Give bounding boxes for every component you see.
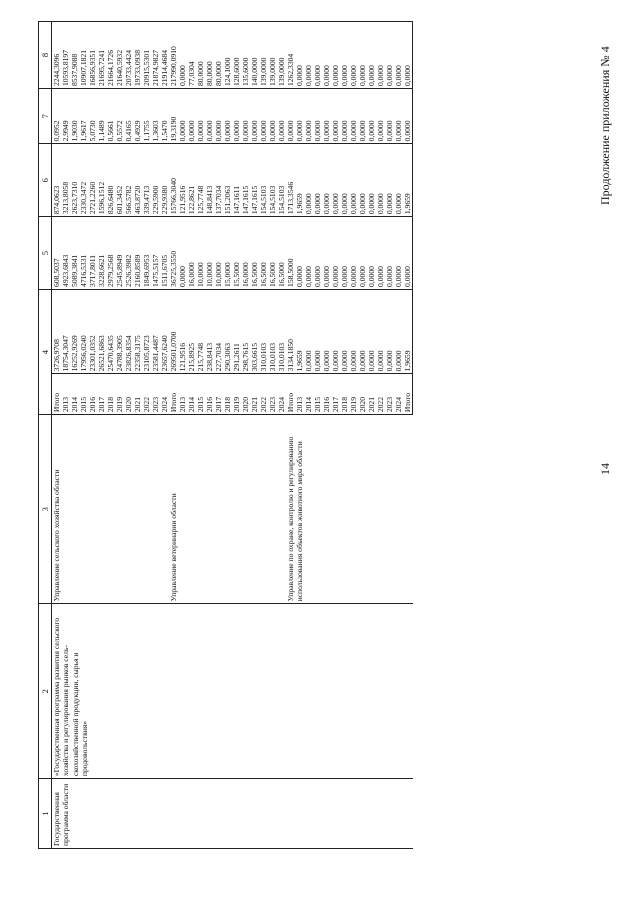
regional-cell: 0,0000 [340, 144, 349, 217]
year-cell: 2019 [349, 374, 358, 415]
table-body [52, 22, 413, 849]
total-cell: 0,0000 [358, 289, 367, 373]
other-cell: 0,0000 [178, 22, 187, 89]
total-cell: 298,7615 [241, 289, 250, 373]
other-cell: 0,0000 [304, 22, 313, 89]
federal-cell: 4716,5331 [79, 217, 88, 290]
other-cell: 0,0000 [358, 22, 367, 89]
local-cell: 0,0000 [214, 89, 223, 144]
local-cell: 0,0000 [277, 89, 286, 144]
federal-cell: 0,0000 [178, 217, 187, 290]
total-cell: 18754,3047 [61, 289, 70, 373]
year-cell: 2021 [133, 374, 142, 415]
federal-cell: 15,0000 [223, 217, 232, 290]
total-cell: 24788,3905 [115, 289, 124, 373]
table-row [52, 22, 62, 849]
total-cell: 303,6615 [250, 289, 259, 373]
executor-cell: Управление по охране, контролю и регулированию использования объектов животного мира области [286, 415, 413, 604]
other-cell: 0,0000 [349, 22, 358, 89]
year-cell: 2015 [79, 374, 88, 415]
regional-cell: 0,0000 [331, 144, 340, 217]
other-cell: 0,0000 [394, 22, 403, 89]
executor-cell: Управление сельского хозяйства области [52, 415, 170, 604]
federal-cell: 0,0000 [340, 217, 349, 290]
page-number: 14 [598, 463, 612, 475]
federal-cell: 5089,3841 [70, 217, 79, 290]
local-cell: 0,0000 [376, 89, 385, 144]
local-cell: 0,0952 [52, 89, 62, 144]
local-cell: 0,0000 [358, 89, 367, 144]
regional-cell: 229,9380 [160, 144, 169, 217]
year-cell: Итого [286, 374, 295, 415]
year-cell: Итого [169, 374, 178, 415]
column-header: 8 [39, 22, 52, 89]
other-cell: 0,0000 [403, 22, 413, 89]
other-cell: 2244,3096 [52, 22, 62, 89]
other-cell: 139,0000 [259, 22, 268, 89]
regional-cell: 154,5103 [268, 144, 277, 217]
local-cell: 0,0000 [286, 89, 295, 144]
regional-cell: 2721,2260 [88, 144, 97, 217]
column-header: 6 [39, 144, 52, 217]
total-cell: 1,9659 [295, 289, 304, 373]
program-type-cell: Государственная программа области [52, 779, 413, 849]
other-cell: 80,0000 [214, 22, 223, 89]
other-cell: 21695,7241 [97, 22, 106, 89]
year-cell: 2013 [178, 374, 187, 415]
other-cell: 0,0000 [322, 22, 331, 89]
local-cell: 0,0000 [313, 89, 322, 144]
total-cell: 1,9659 [403, 289, 413, 373]
total-cell: 22358,3175 [133, 289, 142, 373]
local-cell: 0,0000 [187, 89, 196, 144]
year-cell: 2015 [313, 374, 322, 415]
year-cell: 2022 [259, 374, 268, 415]
year-cell: 2014 [304, 374, 313, 415]
year-cell: 2017 [97, 374, 106, 415]
total-cell: 310,0103 [277, 289, 286, 373]
federal-cell: 1849,6953 [142, 217, 151, 290]
regional-cell: 463,8720 [133, 144, 142, 217]
local-cell: 1,1755 [142, 89, 151, 144]
total-cell: 310,0103 [259, 289, 268, 373]
table-header-row [39, 22, 52, 849]
regional-cell: 121,9516 [178, 144, 187, 217]
local-cell: 0,0000 [196, 89, 205, 144]
local-cell: 0,0000 [178, 89, 187, 144]
column-header: 2 [39, 604, 52, 779]
year-cell: Итого [52, 374, 62, 415]
local-cell: 2,9949 [61, 89, 70, 144]
other-cell: 0,0000 [295, 22, 304, 89]
regional-cell: 147,1615 [250, 144, 259, 217]
local-cell: 5,0730 [88, 89, 97, 144]
executor-cell: Управление ветеринарии области [169, 415, 286, 604]
year-cell: 2019 [232, 374, 241, 415]
year-cell: 2020 [358, 374, 367, 415]
total-cell: 23826,8354 [124, 289, 133, 373]
local-cell: 0,0000 [232, 89, 241, 144]
other-cell: 0,0000 [385, 22, 394, 89]
other-cell: 0,0000 [376, 22, 385, 89]
regional-cell: 1,9659 [295, 144, 304, 217]
other-cell: 139,0000 [268, 22, 277, 89]
regional-cell: 1596,1512 [97, 144, 106, 217]
other-cell: 21874,9827 [151, 22, 160, 89]
regional-cell: 0,0000 [322, 144, 331, 217]
local-cell: 0,0000 [403, 89, 413, 144]
local-cell: 19,3190 [169, 89, 178, 144]
year-cell: 2014 [70, 374, 79, 415]
year-cell: 2023 [385, 374, 394, 415]
regional-cell: 826,6480 [106, 144, 115, 217]
local-cell: 1,5470 [160, 89, 169, 144]
federal-cell: 2160,8589 [133, 217, 142, 290]
local-cell: 0,0000 [223, 89, 232, 144]
budget-table [38, 21, 413, 849]
local-cell: 0,0000 [241, 89, 250, 144]
regional-cell: 566,5782 [124, 144, 133, 217]
regional-cell: 601,3452 [115, 144, 124, 217]
column-header: 7 [39, 89, 52, 144]
federal-cell: 0,0000 [385, 217, 394, 290]
federal-cell: 4923,6843 [61, 217, 70, 290]
total-cell: 23657,6240 [160, 289, 169, 373]
federal-cell: 16,5000 [277, 217, 286, 290]
local-cell: 0,0000 [205, 89, 214, 144]
local-cell: 0,4165 [124, 89, 133, 144]
year-cell: 2024 [277, 374, 286, 415]
local-cell: 0,4929 [133, 89, 142, 144]
other-cell: 217990,0910 [169, 22, 178, 89]
total-cell: 215,8925 [187, 289, 196, 373]
other-cell: 21914,4684 [160, 22, 169, 89]
regional-cell: 154,5103 [277, 144, 286, 217]
other-cell: 10907,1821 [79, 22, 88, 89]
regional-cell: 0,0000 [304, 144, 313, 217]
regional-cell: 874,0623 [52, 144, 62, 217]
year-cell: 2018 [223, 374, 232, 415]
regional-cell: 154,5103 [259, 144, 268, 217]
other-cell: 19733,0938 [133, 22, 142, 89]
other-cell: 80,0000 [205, 22, 214, 89]
total-cell: 238,8413 [205, 289, 214, 373]
federal-cell: 0,0000 [331, 217, 340, 290]
federal-cell: 0,0000 [349, 217, 358, 290]
local-cell: 0,5661 [106, 89, 115, 144]
regional-cell: 2330,3472 [79, 144, 88, 217]
federal-cell: 16,5000 [268, 217, 277, 290]
other-cell: 77,0304 [187, 22, 196, 89]
federal-cell: 158,5000 [286, 217, 295, 290]
federal-cell: 15,5000 [232, 217, 241, 290]
regional-cell: 147,1615 [241, 144, 250, 217]
total-cell: 291,2611 [232, 289, 241, 373]
total-cell: 3134,1850 [286, 289, 295, 373]
column-header: 4 [39, 289, 52, 414]
local-cell: 0,0000 [385, 89, 394, 144]
total-cell: 227,7034 [214, 289, 223, 373]
other-cell: 20733,4424 [124, 22, 133, 89]
year-cell: 2016 [88, 374, 97, 415]
other-cell: 16856,9351 [88, 22, 97, 89]
year-cell: 2013 [295, 374, 304, 415]
other-cell: 1262,3304 [286, 22, 295, 89]
total-cell: 26521,6863 [97, 289, 106, 373]
total-cell: 0,0000 [340, 289, 349, 373]
column-header: 3 [39, 415, 52, 604]
program-name-cell: «Государственная программа развития сельского хозяйства и регулирования рынков сель- скохозяйственной продукции, сырья и продовольствия» [52, 604, 413, 779]
regional-cell: 0,0000 [358, 144, 367, 217]
total-cell: 0,0000 [304, 289, 313, 373]
year-cell: 2024 [394, 374, 403, 415]
other-cell: 140,0000 [250, 22, 259, 89]
year-cell: 2020 [124, 374, 133, 415]
other-cell: 20915,5301 [142, 22, 151, 89]
local-cell: 0,0000 [304, 89, 313, 144]
local-cell: 0,0000 [394, 89, 403, 144]
total-cell: 23105,8723 [142, 289, 151, 373]
federal-cell: 0,0000 [394, 217, 403, 290]
other-cell: 80,0000 [196, 22, 205, 89]
appendix-label: Продолжение приложения № 4 [598, 46, 612, 205]
federal-cell: 1475,5157 [151, 217, 160, 290]
other-cell: 128,6000 [232, 22, 241, 89]
year-cell: 2022 [376, 374, 385, 415]
regional-cell: 0,0000 [385, 144, 394, 217]
regional-cell: 15766,3040 [169, 144, 178, 217]
year-cell: 2017 [331, 374, 340, 415]
year-cell: 2023 [151, 374, 160, 415]
column-header: 1 [39, 779, 52, 849]
total-cell: 23301,0352 [88, 289, 97, 373]
column-header: 5 [39, 217, 52, 290]
local-cell: 0,0000 [349, 89, 358, 144]
federal-cell: 608,5037 [52, 217, 62, 290]
year-cell: Итого [403, 374, 413, 415]
local-cell: 1,9030 [70, 89, 79, 144]
total-cell: 17956,0240 [79, 289, 88, 373]
other-cell: 0,0000 [340, 22, 349, 89]
regional-cell: 0,0000 [394, 144, 403, 217]
regional-cell: 122,8621 [187, 144, 196, 217]
year-cell: 2021 [367, 374, 376, 415]
regional-cell: 1,9659 [403, 144, 413, 217]
other-cell: 0,0000 [367, 22, 376, 89]
local-cell: 0,0000 [259, 89, 268, 144]
year-cell: 2015 [196, 374, 205, 415]
other-cell: 135,6000 [241, 22, 250, 89]
total-cell: 310,0103 [268, 289, 277, 373]
other-cell: 10593,8197 [61, 22, 70, 89]
federal-cell: 10,0000 [196, 217, 205, 290]
regional-cell: 147,1611 [232, 144, 241, 217]
regional-cell: 0,0000 [376, 144, 385, 217]
federal-cell: 0,0000 [367, 217, 376, 290]
other-cell: 0,0000 [331, 22, 340, 89]
total-cell: 0,0000 [313, 289, 322, 373]
total-cell: 269501,0700 [169, 289, 178, 373]
federal-cell: 10,0000 [214, 217, 223, 290]
local-cell: 0,0000 [322, 89, 331, 144]
total-cell: 215,7748 [196, 289, 205, 373]
federal-cell: 10,0000 [205, 217, 214, 290]
year-cell: 2019 [115, 374, 124, 415]
local-cell: 1,9617 [79, 89, 88, 144]
year-cell: 2017 [214, 374, 223, 415]
federal-cell: 16,0000 [187, 217, 196, 290]
total-cell: 0,0000 [367, 289, 376, 373]
year-cell: 2024 [160, 374, 169, 415]
federal-cell: 0,0000 [358, 217, 367, 290]
federal-cell: 0,0000 [376, 217, 385, 290]
regional-cell: 3213,8058 [61, 144, 70, 217]
other-cell: 124,1000 [223, 22, 232, 89]
federal-cell: 0,0000 [295, 217, 304, 290]
regional-cell: 151,2063 [223, 144, 232, 217]
regional-cell: 2623,7310 [70, 144, 79, 217]
federal-cell: 36725,3550 [169, 217, 178, 290]
other-cell: 139,0000 [277, 22, 286, 89]
year-cell: 2022 [142, 374, 151, 415]
regional-cell: 229,5900 [151, 144, 160, 217]
total-cell: 16252,9269 [70, 289, 79, 373]
local-cell: 1,3603 [151, 89, 160, 144]
other-cell: 0,0000 [313, 22, 322, 89]
total-cell: 0,0000 [322, 289, 331, 373]
total-cell: 0,0000 [349, 289, 358, 373]
local-cell: 0,0000 [340, 89, 349, 144]
regional-cell: 148,8413 [205, 144, 214, 217]
federal-cell: 2526,3982 [124, 217, 133, 290]
federal-cell: 1511,6705 [160, 217, 169, 290]
regional-cell: 0,0000 [367, 144, 376, 217]
local-cell: 1,1489 [97, 89, 106, 144]
federal-cell: 2545,8949 [115, 217, 124, 290]
year-cell: 2020 [241, 374, 250, 415]
total-cell: 0,0000 [331, 289, 340, 373]
year-cell: 2018 [340, 374, 349, 415]
local-cell: 0,0000 [367, 89, 376, 144]
year-cell: 2014 [187, 374, 196, 415]
federal-cell: 0,0000 [403, 217, 413, 290]
total-cell: 23581,4487 [151, 289, 160, 373]
total-cell: 0,0000 [385, 289, 394, 373]
total-cell: 290,3063 [223, 289, 232, 373]
local-cell: 0,0000 [250, 89, 259, 144]
year-cell: 2023 [268, 374, 277, 415]
federal-cell: 16,5000 [259, 217, 268, 290]
total-cell: 121,9516 [178, 289, 187, 373]
regional-cell: 0,0000 [313, 144, 322, 217]
local-cell: 0,0000 [331, 89, 340, 144]
federal-cell: 3717,8011 [88, 217, 97, 290]
federal-cell: 3228,6621 [97, 217, 106, 290]
other-cell: 21664,1726 [106, 22, 115, 89]
federal-cell: 16,0000 [241, 217, 250, 290]
year-cell: 2016 [205, 374, 214, 415]
other-cell: 21640,5932 [115, 22, 124, 89]
total-cell: 3726,9708 [52, 289, 62, 373]
total-cell: 0,0000 [394, 289, 403, 373]
regional-cell: 0,0000 [349, 144, 358, 217]
federal-cell: 16,5000 [250, 217, 259, 290]
year-cell: 2018 [106, 374, 115, 415]
regional-cell: 137,7034 [214, 144, 223, 217]
year-cell: 2013 [61, 374, 70, 415]
local-cell: 0,5572 [115, 89, 124, 144]
local-cell: 0,0000 [295, 89, 304, 144]
regional-cell: 1713,3546 [286, 144, 295, 217]
total-cell: 0,0000 [376, 289, 385, 373]
year-cell: 2016 [322, 374, 331, 415]
year-cell: 2021 [250, 374, 259, 415]
federal-cell: 0,0000 [322, 217, 331, 290]
federal-cell: 2979,2568 [106, 217, 115, 290]
regional-cell: 125,7748 [196, 144, 205, 217]
total-cell: 25470,6435 [106, 289, 115, 373]
federal-cell: 0,0000 [304, 217, 313, 290]
federal-cell: 0,0000 [313, 217, 322, 290]
regional-cell: 339,4713 [142, 144, 151, 217]
local-cell: 0,0000 [268, 89, 277, 144]
other-cell: 8537,9088 [70, 22, 79, 89]
